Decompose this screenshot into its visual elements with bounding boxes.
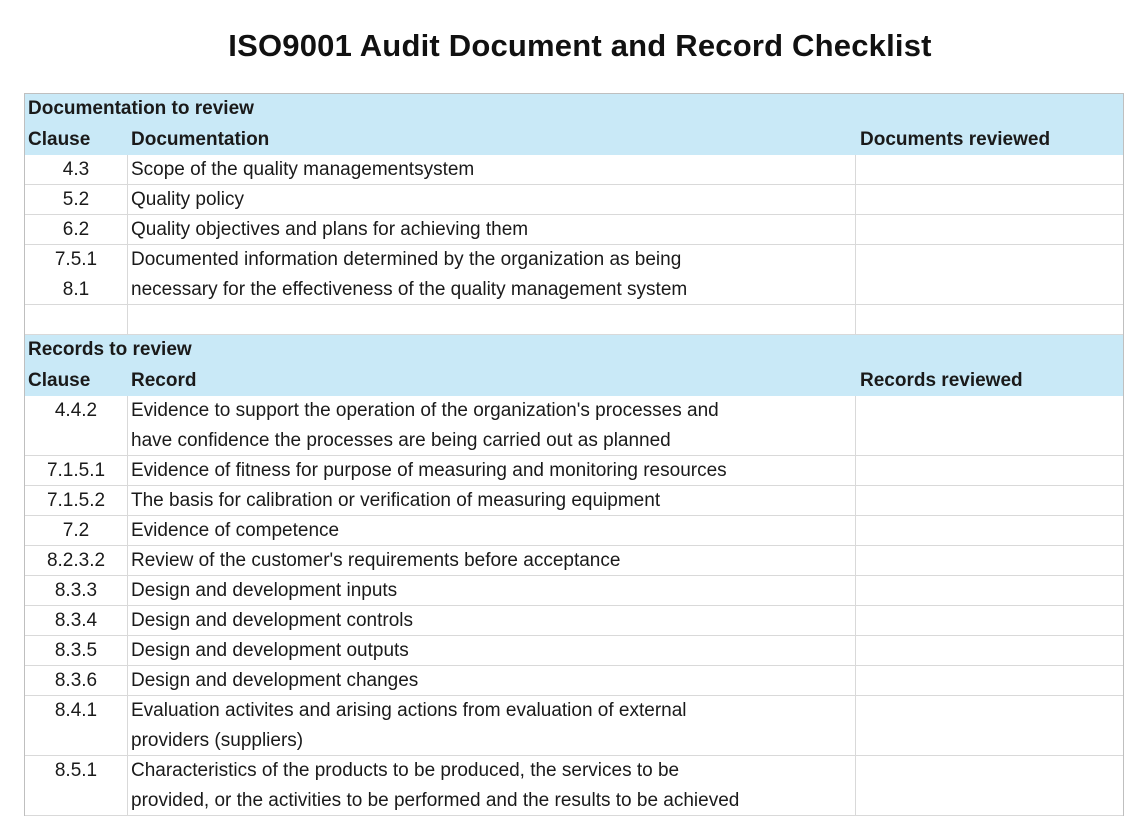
description-text: Design and development controls <box>131 610 414 631</box>
records-reviewed-cell[interactable] <box>856 606 1123 635</box>
description-text: Evidence of fitness for purpose of measuring and monitoring resources <box>131 460 727 481</box>
clause-number: 8.3.4 <box>54 610 98 631</box>
clause-cell[interactable] <box>25 576 128 605</box>
clause-cell[interactable] <box>25 756 128 815</box>
section-title-records: Records to review <box>28 339 192 360</box>
table-row <box>25 396 1123 456</box>
clause-number: 8.1 <box>62 279 90 300</box>
records-reviewed-cell[interactable] <box>856 456 1123 485</box>
clause-cell[interactable] <box>25 245 128 304</box>
table-row <box>25 636 1123 666</box>
records-reviewed-cell[interactable] <box>856 696 1123 755</box>
description-text: Evidence of competence <box>131 520 340 541</box>
clause-number: 6.2 <box>62 219 90 240</box>
records-reviewed-cell[interactable] <box>856 486 1123 515</box>
column-header-records-reviewed: Records reviewed <box>860 370 1023 391</box>
column-header-row-records <box>25 366 1123 396</box>
clause-number: 7.1.5.2 <box>46 490 106 511</box>
table-row <box>25 245 1123 305</box>
documents-reviewed-cell[interactable] <box>856 215 1123 244</box>
table-row <box>25 606 1123 636</box>
description-text: The basis for calibration or verification of measuring equipment <box>131 490 661 511</box>
description-text: Documented information determined by the organization as being <box>131 249 682 270</box>
section-title-documentation: Documentation to review <box>28 98 254 119</box>
description-text: Quality policy <box>131 189 244 210</box>
column-header-record: Record <box>131 370 197 391</box>
description-cell[interactable] <box>128 396 856 455</box>
empty-cell[interactable] <box>856 305 1123 334</box>
description-text: Scope of the quality managementsystem <box>131 159 475 180</box>
table-row <box>25 576 1123 606</box>
description-text: Design and development outputs <box>131 640 409 661</box>
table-row <box>25 155 1123 185</box>
empty-cell[interactable] <box>25 305 128 334</box>
clause-number: 7.5.1 <box>54 249 98 270</box>
clause-number: 8.3.5 <box>54 640 98 661</box>
description-text: have confidence the processes are being carried out as planned <box>131 430 671 451</box>
records-reviewed-cell[interactable] <box>856 396 1123 455</box>
clause-number: 8.3.6 <box>54 670 98 691</box>
clause-cell[interactable] <box>25 516 128 545</box>
clause-cell[interactable] <box>25 696 128 755</box>
clause-cell[interactable] <box>25 456 128 485</box>
table-row <box>25 486 1123 516</box>
records-reviewed-cell[interactable] <box>856 516 1123 545</box>
records-reviewed-cell[interactable] <box>856 546 1123 575</box>
records-reviewed-cell[interactable] <box>856 666 1123 695</box>
documents-reviewed-cell[interactable] <box>856 245 1123 304</box>
clause-number: 5.2 <box>62 189 90 210</box>
clause-cell[interactable] <box>25 215 128 244</box>
table-row <box>25 756 1123 816</box>
description-text: Design and development changes <box>131 670 419 691</box>
page-title: ISO9001 Audit Document and Record Checklist <box>228 28 932 63</box>
column-header-row-documentation <box>25 125 1123 155</box>
spacer-row <box>25 305 1123 335</box>
documents-reviewed-cell[interactable] <box>856 185 1123 214</box>
description-cell[interactable] <box>128 245 856 304</box>
clause-number: 4.3 <box>62 159 90 180</box>
description-cell[interactable] <box>128 155 856 184</box>
clause-cell[interactable] <box>25 546 128 575</box>
empty-cell[interactable] <box>128 305 856 334</box>
clause-number: 7.2 <box>62 520 90 541</box>
table-row <box>25 546 1123 576</box>
description-cell[interactable] <box>128 215 856 244</box>
description-text: Characteristics of the products to be produced, the services to be <box>131 760 680 781</box>
description-text: Review of the customer's requirements before acceptance <box>131 550 621 571</box>
checklist-table <box>24 93 1124 816</box>
description-text: providers (suppliers) <box>131 730 304 751</box>
description-cell[interactable] <box>128 576 856 605</box>
documentation-rows <box>25 155 1123 305</box>
clause-number: 8.5.1 <box>54 760 98 781</box>
records-reviewed-cell[interactable] <box>856 576 1123 605</box>
description-cell[interactable] <box>128 756 856 815</box>
description-cell[interactable] <box>128 546 856 575</box>
description-cell[interactable] <box>128 636 856 665</box>
clause-cell[interactable] <box>25 486 128 515</box>
clause-cell[interactable] <box>25 666 128 695</box>
column-header-clause: Clause <box>28 370 91 391</box>
description-cell[interactable] <box>128 486 856 515</box>
column-header-documentation: Documentation <box>131 129 270 150</box>
clause-cell[interactable] <box>25 396 128 455</box>
clause-number: 8.2.3.2 <box>46 550 106 571</box>
clause-cell[interactable] <box>25 606 128 635</box>
table-row <box>25 185 1123 215</box>
table-row <box>25 456 1123 486</box>
description-text: Design and development inputs <box>131 580 398 601</box>
clause-cell[interactable] <box>25 155 128 184</box>
description-cell[interactable] <box>128 606 856 635</box>
description-text: Evidence to support the operation of the organization's processes and <box>131 400 719 421</box>
description-text: necessary for the effectiveness of the quality management system <box>131 279 688 300</box>
table-row <box>25 516 1123 546</box>
column-header-clause: Clause <box>28 129 91 150</box>
records-rows <box>25 396 1123 816</box>
clause-number: 8.4.1 <box>54 700 98 721</box>
description-cell[interactable] <box>128 456 856 485</box>
table-row <box>25 696 1123 756</box>
description-text: Quality objectives and plans for achieving them <box>131 219 529 240</box>
column-header-documents-reviewed: Documents reviewed <box>860 129 1051 150</box>
description-cell[interactable] <box>128 516 856 545</box>
description-cell[interactable] <box>128 185 856 214</box>
section-header-documentation <box>25 94 1123 125</box>
description-cell[interactable] <box>128 666 856 695</box>
description-cell[interactable] <box>128 696 856 755</box>
clause-cell[interactable] <box>25 636 128 665</box>
records-reviewed-cell[interactable] <box>856 636 1123 665</box>
table-row <box>25 666 1123 696</box>
records-reviewed-cell[interactable] <box>856 756 1123 815</box>
clause-number: 8.3.3 <box>54 580 98 601</box>
clause-number: 4.4.2 <box>54 400 98 421</box>
clause-cell[interactable] <box>25 185 128 214</box>
description-text: provided, or the activities to be performed and the results to be achieved <box>131 790 740 811</box>
table-row <box>25 215 1123 245</box>
documents-reviewed-cell[interactable] <box>856 155 1123 184</box>
clause-number: 7.1.5.1 <box>46 460 106 481</box>
section-header-records <box>25 335 1123 366</box>
description-text: Evaluation activites and arising actions from evaluation of external <box>131 700 687 721</box>
